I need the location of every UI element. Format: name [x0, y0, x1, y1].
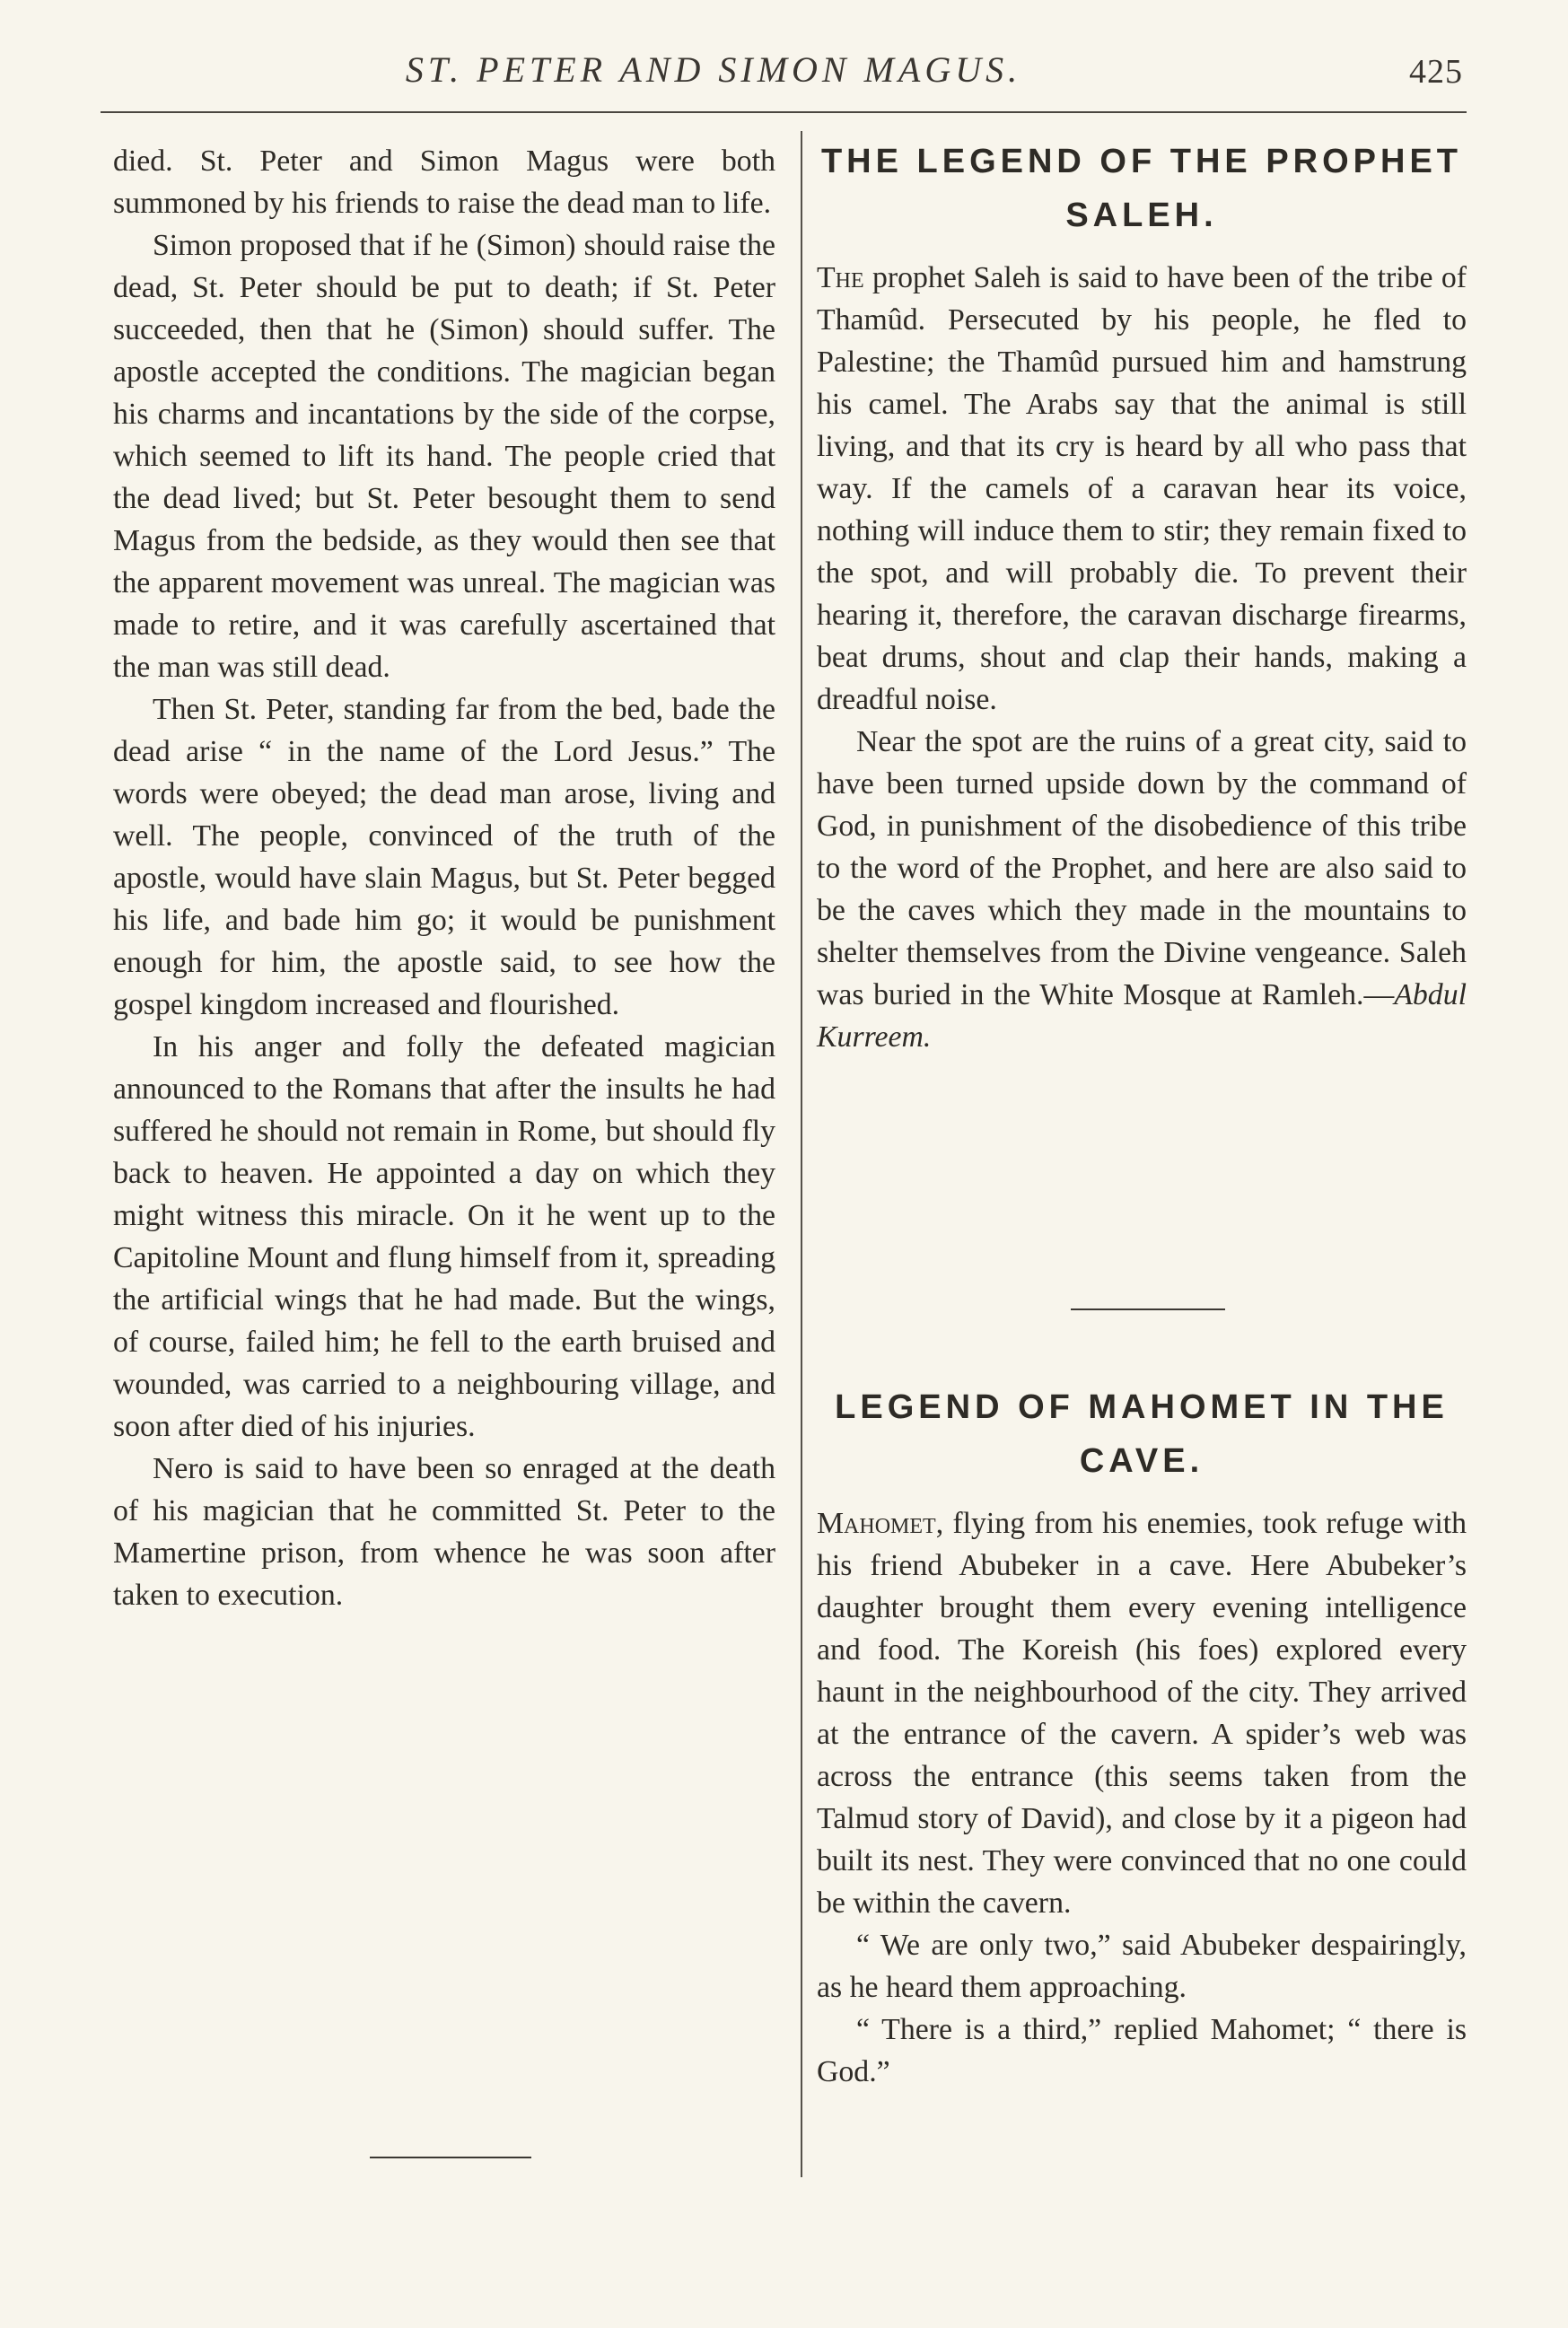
paragraph: Simon proposed that if he (Simon) should raise the dead, St. Peter should be put to death; if St. Peter succeeded, then that he (Simon) should suffer. The apostle accepted the conditions. The magician began his charms and incantations by the side of the corpse, which seemed to lift its hand. The people cried that the dead lived; but St. Peter besought them to send Magus from the bedside, as they would then see that the apparent movement was unreal. The magician was made to retire, and it was carefully ascertained that the man was still dead.	[113, 229, 775, 684]
lead-word: Mahomet,	[817, 1507, 944, 1540]
paragraph: died. St. Peter and Simon Magus were both summoned by his friends to raise the dead man to life.	[113, 144, 775, 220]
article-first-paragraph: Mahomet, flying from his enemies, took refuge with his friend Abubeker in a cave. Here Abubeker’s daughter brought them every evening intelligence and food. The Koreish (his foes) explored every haunt in the neighbourhood of the city. They arrived at the entrance of the cavern. A spider’s web was across the entrance (this seems taken from the Talmud story of David), and close by it a pigeon had built its nest. They were convinced that no one could be within the cavern.	[817, 1507, 1467, 1920]
article-heading: LEGEND OF MAHOMET IN THE CAVE.	[835, 1388, 1449, 1480]
lead-word: The	[817, 261, 864, 294]
article-heading: THE LEGEND OF THE PROPHET SALEH.	[820, 143, 1463, 234]
header-rule	[101, 111, 1467, 113]
column-divider	[801, 131, 802, 2177]
paragraph: “ We are only two,” said Abubeker despairingly, as he heard them approaching.	[817, 1929, 1467, 2004]
running-header-title: ST. PETER AND SIMON MAGUS.	[405, 49, 1022, 90]
paragraph: Near the spot are the ruins of a great city, said to have been turned upside down by the command of God, in punishment of the disobedience of this tribe to the word of the Prophet, and here are also said to be the caves which they made in the mountains to shelter themselves from the Divine vengeance. Saleh was buried in the White Mosque at Ramleh.—Abdul Kurreem.	[817, 725, 1467, 1054]
attribution: Abdul Kurreem.	[817, 978, 1467, 1054]
left-column	[113, 140, 775, 1616]
section-end-rule	[370, 2157, 531, 2158]
mahomet-article	[817, 1380, 1467, 2093]
paragraph: Then St. Peter, standing far from the bed, bade the dead arise “ in the name of the Lord Jesus.” The words were obeyed; the dead man arose, living and well. The people, convinced of the truth of the apostle, would have slain Magus, but St. Peter begged his life, and bade him go; it would be punishment enough for him, the apostle said, to see how the gospel kingdom increased and flourished.	[113, 693, 775, 1021]
page-number: 425	[1409, 53, 1463, 91]
article-first-paragraph: The prophet Saleh is said to have been of the tribe of Thamûd. Persecuted by his people, he fled to Palestine; the Thamûd pursued him and hamstrung his camel. The Arabs say that the animal is still living, and that its cry is heard by all who pass that way. If the camels of a caravan hear its voice, nothing will induce them to stir; they remain fixed to the spot, and will probably die. To prevent their hearing it, therefore, the caravan discharge firearms, beat drums, shout and clap their hands, making a dreadful noise.	[817, 261, 1467, 716]
paragraph: “ There is a third,” replied Mahomet; “ there is God.”	[817, 2013, 1467, 2088]
paragraph: Nero is said to have been so enraged at the death of his magician that he committed St. Peter to the Mamertine prison, from whence he was soon after taken to execution.	[113, 1452, 775, 1612]
paragraph: In his anger and folly the defeated magician announced to the Romans that after the insults he had suffered he should not remain in Rome, but should fly back to heaven. He appointed a day on which they might witness this miracle. On it he went up to the Capitoline Mount and flung himself from it, spreading the artificial wings that he had made. But the wings, of course, failed him; he fell to the earth bruised and wounded, was carried to a neighbouring village, and soon after died of his injuries.	[113, 1030, 775, 1443]
article-separator-rule	[1071, 1308, 1225, 1310]
saleh-article	[817, 135, 1467, 1058]
